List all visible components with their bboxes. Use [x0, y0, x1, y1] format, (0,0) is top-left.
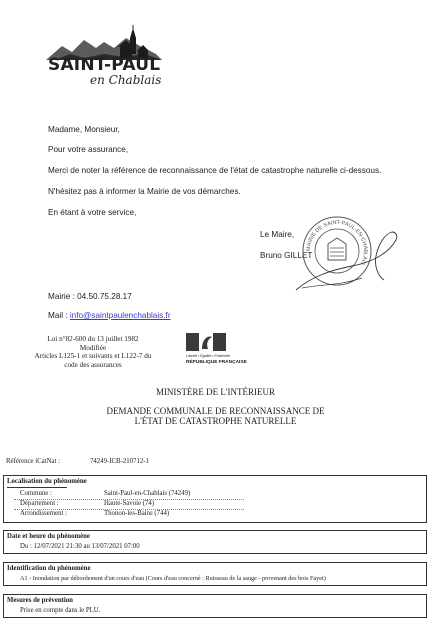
dates-value: Du : 12/07/2021 21:30 au 13/07/2021 07:00: [20, 543, 140, 550]
localisation-title: Localisation du phénomène: [7, 478, 87, 485]
marianne-icon: [186, 333, 226, 351]
law-line-2: Modifiée: [79, 343, 107, 352]
reference-label: Référence iCatNat :: [6, 458, 60, 465]
ministry-title: MINISTÈRE DE L'INTÉRIEUR: [155, 387, 276, 397]
letter-para-2: Merci de noter la référence de reconnaissance de l'état de catastrophe naturelle ci-dessous.: [48, 166, 382, 175]
form-title-line-1: DEMANDE COMMUNALE DE RECONNAISSANCE DE: [106, 406, 325, 416]
localisation-box: [3, 475, 427, 523]
mairie-mail-row: [48, 311, 171, 321]
form-title-line-2: L'ÉTAT DE CATASTROPHE NATURELLE: [134, 416, 297, 426]
departement-value: Haute-Savoie (74): [104, 500, 155, 507]
letter-salutation: Madame, Monsieur,: [48, 125, 120, 134]
town-logo: [44, 24, 164, 92]
logo-name: SAINT-PAUL: [48, 55, 161, 75]
dates-box: [3, 530, 427, 554]
prevention-title: Mesures de prévention: [7, 597, 73, 604]
departement-label: Département :: [20, 500, 59, 507]
letter-para-3: N'hésitez pas à informer la Mairie de vos démarches.: [48, 187, 241, 196]
mail-link[interactable]: info@saintpaulenchablais.fr: [69, 311, 171, 320]
republic-motto: Liberté • Égalité • Fraternité: [186, 354, 230, 358]
identification-value: A1 - Inondation par débordement d'un cours d'eau (Cours d'eau concerné : Ruisseau de la sauge - provenant des bois Fayet): [20, 575, 326, 582]
mail-label: Mail :: [48, 311, 68, 320]
reference-value: 74249-ICB-210712-1: [90, 458, 149, 465]
dates-title: Date et heure du phénomène: [7, 533, 90, 540]
law-line-4: code des assurances: [64, 360, 122, 369]
arrondissement-value: Thonon-les-Bains (744): [104, 510, 170, 517]
localisation-title-underline: [7, 487, 67, 488]
law-reference: [28, 335, 158, 369]
law-line-3: Articles L125-1 et suivants et L122-7 du: [34, 352, 152, 361]
republic-logo: [184, 333, 254, 367]
republic-name: RÉPUBLIQUE FRANÇAISE: [186, 360, 247, 365]
prevention-value: Prise en compte dans le PLU.: [20, 607, 101, 614]
logo-script: en Chablais: [90, 73, 162, 87]
prevention-box: [3, 594, 427, 618]
signatory-title: Le Maire,: [260, 230, 295, 239]
law-line-1: Loi n°82-600 du 13 juillet 1982: [47, 335, 139, 343]
commune-value: Saint-Paul-en-Chablais (74249): [104, 490, 191, 497]
letter-closing: En étant à votre service,: [48, 208, 137, 217]
stamp-ring-text: MAIRIE DE SAINT-PAUL-EN-CHABLAIS: [305, 219, 369, 266]
identification-box: [3, 562, 427, 586]
arrondissement-label: Arrondissement :: [20, 510, 68, 517]
identification-title: Identification du phénomène: [7, 565, 91, 572]
mairie-phone: Mairie : 04.50.75.28.17: [48, 292, 132, 301]
commune-label: Commune :: [20, 490, 52, 497]
letter-para-1: Pour votre assurance,: [48, 145, 129, 154]
mayor-signature: [292, 226, 402, 296]
signatory-name: Bruno GILLET: [260, 251, 313, 260]
